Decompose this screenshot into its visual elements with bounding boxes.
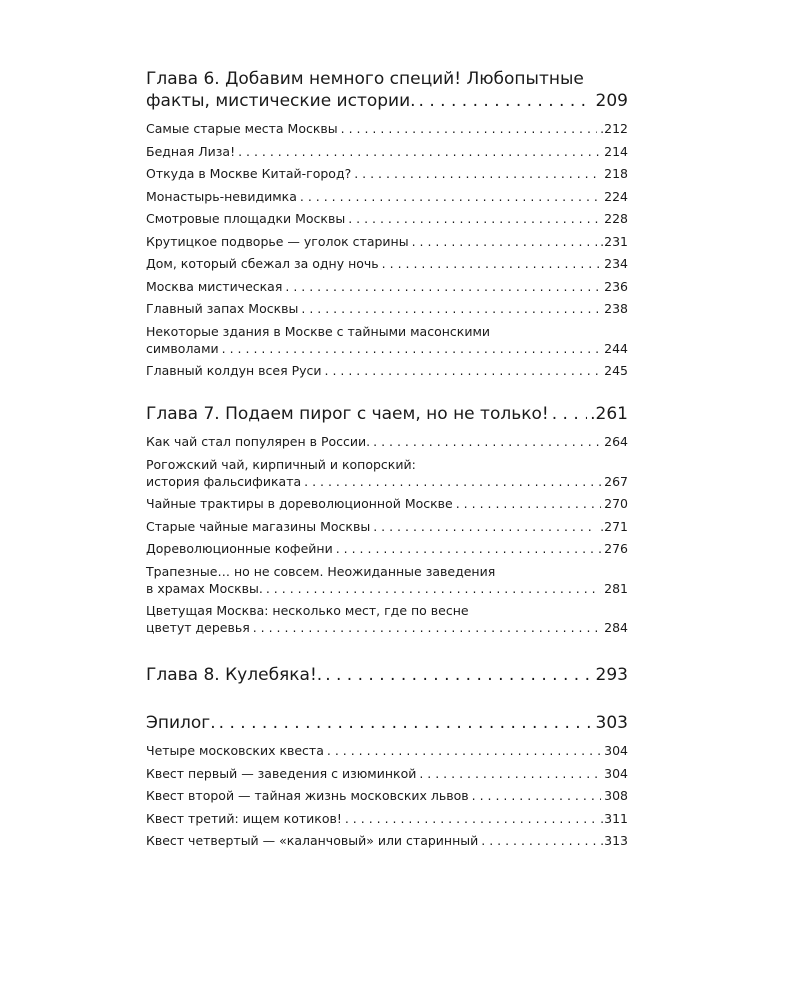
entry-title-line1: Некоторые здания в Москве с тайными масонскими xyxy=(146,323,491,339)
toc-entry xyxy=(146,810,628,827)
entry-title: в храмах Москвы. xyxy=(146,580,263,596)
entry-title-line1: Трапезные… но не совсем. Неожиданные заведения xyxy=(146,563,496,579)
chapter-title: Глава 8. Кулебяка!. xyxy=(146,665,323,685)
dot-leader xyxy=(419,765,601,782)
toc-entry xyxy=(146,143,628,160)
dot-leader xyxy=(412,233,598,250)
page-number: 304 xyxy=(604,743,628,758)
entry-title-line1: Рогожский чай, кирпичный и копорский: xyxy=(146,456,416,472)
dot-leader xyxy=(456,495,601,512)
table-of-contents xyxy=(146,68,628,863)
toc-entry xyxy=(146,165,628,182)
entry-list xyxy=(146,433,628,636)
entry-title: Квест второй — тайная жизнь московских львов xyxy=(146,788,469,803)
dot-leader xyxy=(341,120,598,137)
toc-entry xyxy=(146,362,628,379)
toc-entry xyxy=(146,255,628,272)
chapter-heading xyxy=(146,403,628,425)
toc-entry xyxy=(146,563,628,597)
page-number: 267 xyxy=(604,473,628,489)
entry-title: Квест третий: ищем котиков! xyxy=(146,810,342,826)
toc-entry xyxy=(146,495,628,512)
chapter-title-line2: факты, мистические истории. xyxy=(146,91,416,111)
entry-title: Откуда в Москве Китай-город? xyxy=(146,166,352,181)
toc-entry xyxy=(146,832,628,849)
page-number: .313 xyxy=(600,833,628,848)
page-number: 224 xyxy=(604,188,628,204)
chapter-title: Эпилог. xyxy=(146,713,216,733)
toc-entry xyxy=(146,518,628,535)
page-number: 304 xyxy=(604,765,628,781)
page-number: 303 xyxy=(595,713,628,733)
toc-entry xyxy=(146,210,628,227)
dot-leader xyxy=(336,540,601,557)
page-number: 270 xyxy=(604,496,628,511)
entry-title: Как чай стал популярен в России. xyxy=(146,434,371,449)
page-number: 234 xyxy=(604,256,628,271)
chapter-heading xyxy=(146,712,628,734)
page-number: 218 xyxy=(604,166,628,181)
dot-leader xyxy=(373,518,597,535)
entry-title: символами xyxy=(146,340,219,356)
page-number: 284 xyxy=(604,620,628,635)
dot-leader xyxy=(285,278,601,295)
toc-entry xyxy=(146,433,628,450)
entry-list xyxy=(146,120,628,379)
page-number: .271 xyxy=(600,518,628,534)
dot-leader xyxy=(419,90,593,112)
toc-entry xyxy=(146,323,628,357)
dot-leader xyxy=(354,165,601,182)
dot-leader xyxy=(552,403,587,425)
dot-leader xyxy=(219,712,593,734)
toc-entry xyxy=(146,300,628,317)
chapter-heading xyxy=(146,664,628,686)
toc-entry xyxy=(146,188,628,205)
dot-leader xyxy=(373,433,601,450)
toc-entry xyxy=(146,233,628,250)
dot-leader xyxy=(325,664,592,686)
entry-title: Старые чайные магазины Москвы xyxy=(146,518,371,534)
page-number: .261 xyxy=(590,404,628,424)
toc-entry xyxy=(146,456,628,490)
chapter-heading xyxy=(146,68,628,112)
page-number: 308 xyxy=(604,788,628,803)
page-number: 228 xyxy=(604,211,628,226)
entry-title: Четыре московских квеста xyxy=(146,743,324,758)
page-number: 238 xyxy=(604,301,628,316)
chapter-7 xyxy=(146,403,628,636)
entry-title: Главный колдун всея Руси xyxy=(146,363,322,378)
entry-title: Смотровые площадки Москвы xyxy=(146,211,346,226)
page-number: 236 xyxy=(604,278,628,294)
page-number: 281 xyxy=(604,580,628,596)
entry-list xyxy=(146,742,628,849)
entry-title: история фальсификата xyxy=(146,473,302,489)
epilogue xyxy=(146,712,628,849)
page-number: 209 xyxy=(595,91,628,111)
dot-leader xyxy=(304,473,601,490)
entry-title: цветут деревья xyxy=(146,620,250,635)
entry-title: Квест первый — заведения с изюминкой xyxy=(146,765,417,781)
entry-title: Самые старые места Москвы xyxy=(146,121,338,136)
entry-title: Главный запах Москвы xyxy=(146,301,299,316)
entry-title: Монастырь-невидимка xyxy=(146,188,297,204)
page-number: .231 xyxy=(600,233,628,249)
page-number: 276 xyxy=(604,541,628,556)
page-number: 264 xyxy=(604,434,628,449)
chapter-title: Глава 7. Подаем пирог с чаем, но не только! xyxy=(146,404,549,424)
dot-leader xyxy=(253,619,601,636)
toc-entry xyxy=(146,120,628,137)
page-number: .311 xyxy=(600,810,628,826)
toc-line xyxy=(146,90,628,112)
toc-line xyxy=(146,712,628,734)
toc-entry xyxy=(146,602,628,636)
entry-title: Квест четвертый — «каланчовый» или старинный xyxy=(146,833,479,848)
toc-entry xyxy=(146,278,628,295)
entry-title-line1: Цветущая Москва: несколько мест, где по весне xyxy=(146,603,469,618)
dot-leader xyxy=(472,787,602,804)
toc-line xyxy=(146,403,628,425)
page-number: 293 xyxy=(595,665,628,685)
page-number: 244 xyxy=(604,340,628,356)
dot-leader xyxy=(266,580,601,597)
toc-entry xyxy=(146,765,628,782)
entry-title: Дом, который сбежал за одну ночь xyxy=(146,256,379,271)
entry-title: Бедная Лиза! xyxy=(146,143,236,159)
dot-leader xyxy=(348,210,601,227)
toc-entry xyxy=(146,787,628,804)
dot-leader xyxy=(300,188,601,205)
toc-entry xyxy=(146,540,628,557)
page-number: .212 xyxy=(600,121,628,136)
entry-title: Дореволюционные кофейни xyxy=(146,541,333,556)
chapter-6 xyxy=(146,68,628,379)
chapter-8 xyxy=(146,664,628,686)
dot-leader xyxy=(481,832,597,849)
chapter-title-line1: Глава 6. Добавим немного специй! Любопытные xyxy=(146,69,584,89)
dot-leader xyxy=(325,362,602,379)
dot-leader xyxy=(222,340,601,357)
entry-title: Крутицкое подворье — уголок старины xyxy=(146,233,409,249)
dot-leader xyxy=(382,255,601,272)
entry-title: Москва мистическая xyxy=(146,278,283,294)
dot-leader xyxy=(327,742,601,759)
toc-entry xyxy=(146,742,628,759)
page-number: 245 xyxy=(604,363,628,378)
entry-title: Чайные трактиры в дореволюционной Москве xyxy=(146,496,453,511)
toc-line xyxy=(146,664,628,686)
dot-leader xyxy=(238,143,601,160)
page-number: 214 xyxy=(604,143,628,159)
dot-leader xyxy=(345,810,597,827)
dot-leader xyxy=(301,300,601,317)
